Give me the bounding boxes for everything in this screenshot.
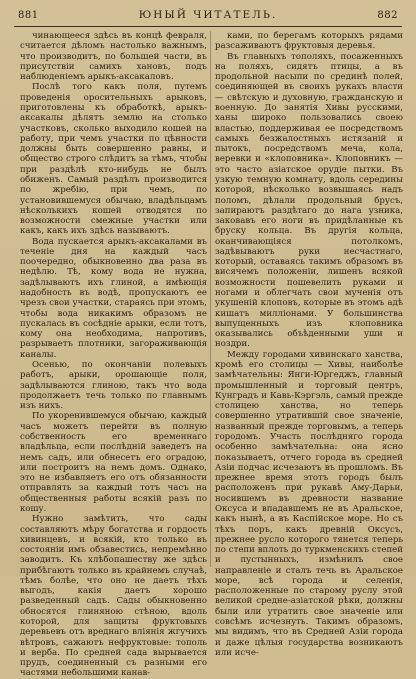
page-number-left: 881 xyxy=(18,10,39,21)
left-column xyxy=(20,31,207,679)
right-column xyxy=(215,31,403,658)
page-header xyxy=(14,8,402,26)
journal-title: ЮНЫЙ ЧИТАТЕЛЬ. xyxy=(138,9,278,21)
paragraph: По укоренившемуся обычаю, каждый часъ можетъ перейти въ полную собственность его временнаго владѣльца, если послѣдній заведетъ на немъ садъ, или обнесетъ его оградою, или построитъ на немъ домъ. Однако, это не избавляетъ его отъ обязанности отправлять за каждый тотъ часъ на общественныя работы всякій разъ по кошу. xyxy=(20,411,207,514)
paragraph: Въ главныхъ тополяхъ, посаженныхъ на поляхъ, сидятъ птицы, а въ продольной насыпи по срединѣ полей, соединяющей въ своихъ рукахъ власти — свѣтскую и духовную, гражданскую и военную. До занятія Хивы русскими, ханы широко пользовались своею властью, поддерживая ее посредствомъ самыхъ безжалостныхъ истязаній и пытокъ, посредствомъ меча, кола, веревки и «клоповника». Клоповникъ — это часто азіатское орудіе пытки. Въ узкую темную комнату, вдоль середины которой, нѣсколько возвышаясь надъ поломъ, дѣлали продольный брусъ, запираютъ раздѣтаго до нага узника, заковавъ его ноги въ придѣланные къ бруску кольца. Въ другія кольца, оканчивающіяся потолкомъ, задѣвываютъ руки несчастнаго, который, оставаясь такимъ образомъ въ висячемъ положеніи, лишенъ всякой возможности пошевелить руками и ногами и облегчать свои мученія отъ укушеній клоповъ, которые въ этомъ адѣ кишатъ милліонами. У большинства выпущенныхъ изъ клоповника оказывались объѣденными уши и ноздри. xyxy=(215,51,403,350)
paragraph: чинающееся здѣсь въ концѣ февраля, считается дѣломъ настолько важнымъ, что производитъ, по большей части, въ присутствіи самихъ хановъ, подъ наблюденіемъ арыкъ-аксакаловъ. xyxy=(20,31,207,83)
column-divider xyxy=(210,31,211,567)
header-rule xyxy=(14,26,402,27)
page-number-right: 882 xyxy=(377,10,398,21)
paragraph: Осенью, по окончаніи полевыхъ работъ, арыки, орошающіе поля, задѣлываются глиною, такъ что вода продолжаетъ течь только по главнымъ изъ нихъ. xyxy=(20,360,207,412)
paragraph: Послѣ того какъ поля, путемъ проведенія оросительныхъ арыковъ, приготовлены къ обработкѣ, арыкъ-аксакалы дѣлятъ землю на столько участковъ, сколько выходило кошей на работу, при чемъ участки по цѣнности должны быть совершенно равны, и общество строго слѣдитъ за тѣмъ, чтобы при раздѣлѣ кто-нибудь не былъ обиженъ. Самый раздѣлъ производится по жребію, при чемъ, по установившемуся обычаю, владѣльцамъ нѣсколькихъ кошей отводятся по возможности смежные участки или какъ, какъ ихъ здѣсь называютъ. xyxy=(20,82,207,237)
paragraph: Нужно замѣтить, что сады составляютъ мѣру богатства и гордость хивинцевъ, и всякій, кто только въ состояніи имъ обзавестись, непремѣнно заводитъ. Къ хлѣбопашеству же здѣсь прибѣгаютъ только въ крайнемъ случаѣ, тѣмъ болѣе, что оно не даетъ тѣхъ выгодъ, какія даетъ хорошо разведенный садъ. Сады обыкновенно обносятся глиняною стѣною, вдоль которой, для защиты фруктовыхъ деревьевъ отъ вреднаго вліянія жгучихъ вѣтровъ, сажаютъ нефруктовые: тополь и верба. По средней сада вырывается прудъ, соединенный съ разными его частями небольшими канав- xyxy=(20,514,207,679)
paragraph: Между городами хивинскаго ханства, кромѣ его столицы — Хивы, наиболѣе замѣчательны: Янги-Юргеджъ, главный промышленный и торговый центръ, Кунградъ и Кавь-Кэргэль, самый прежде столицею ханства, но теперь совершенно утратившій свое значеніе, названный прежде торговымъ, а теперь городомъ. Участь послѣдняго города особенно замѣчательна: она ясно показываетъ, отчего города въ средней Азіи подчас исчезаютъ въ прошломъ. Въ прежнее время этотъ городъ былъ расположенъ при рукавѣ Аму-Дарьи, носившемъ въ древности название Оксуса и впадавшемъ не въ Аральское, какъ нынѣ, а въ Каспійское море. Но съ тѣхъ поръ, какъ древній Оксусъ, прежнее русло которого тянется теперь по степи вплоть до туркменскихъ степей и пустынныхъ, измѣнилъ свое направленіе и сталъ течь въ Аральское море, всѣ города и селенія, расположенные по старому руслу этой великой средне-азіатской рѣки, должны были или утратить свое значеніе или совсѣмъ исчезнуть. Такимъ образомъ, мы видимъ, что въ Средней Азіи города и даже цѣлыя государства возникаютъ или исче- xyxy=(215,349,403,658)
paragraph: Вода пускается арыкъ-аксакалами въ теченіе дня на каждый часъ поочередно, обыкновенно два раза въ недѣлю. Тѣ, кому вода не нужна, задѣлываютъ ихъ глиной, а имѣющія надобность въ водѣ, пропускаютъ ее чрезъ свои участки, стараясь при этомъ, чтобы вода никакимъ образомъ не пускалась въ сосѣдніе арыки, если тотъ, кому она необходима, напротивъ, разрываетъ плотники, загораживающія каналы. xyxy=(20,236,207,360)
paragraph: ками, по берегамъ которыхъ рядами разсаживаютъ фруктовыя деревья. xyxy=(215,31,403,52)
